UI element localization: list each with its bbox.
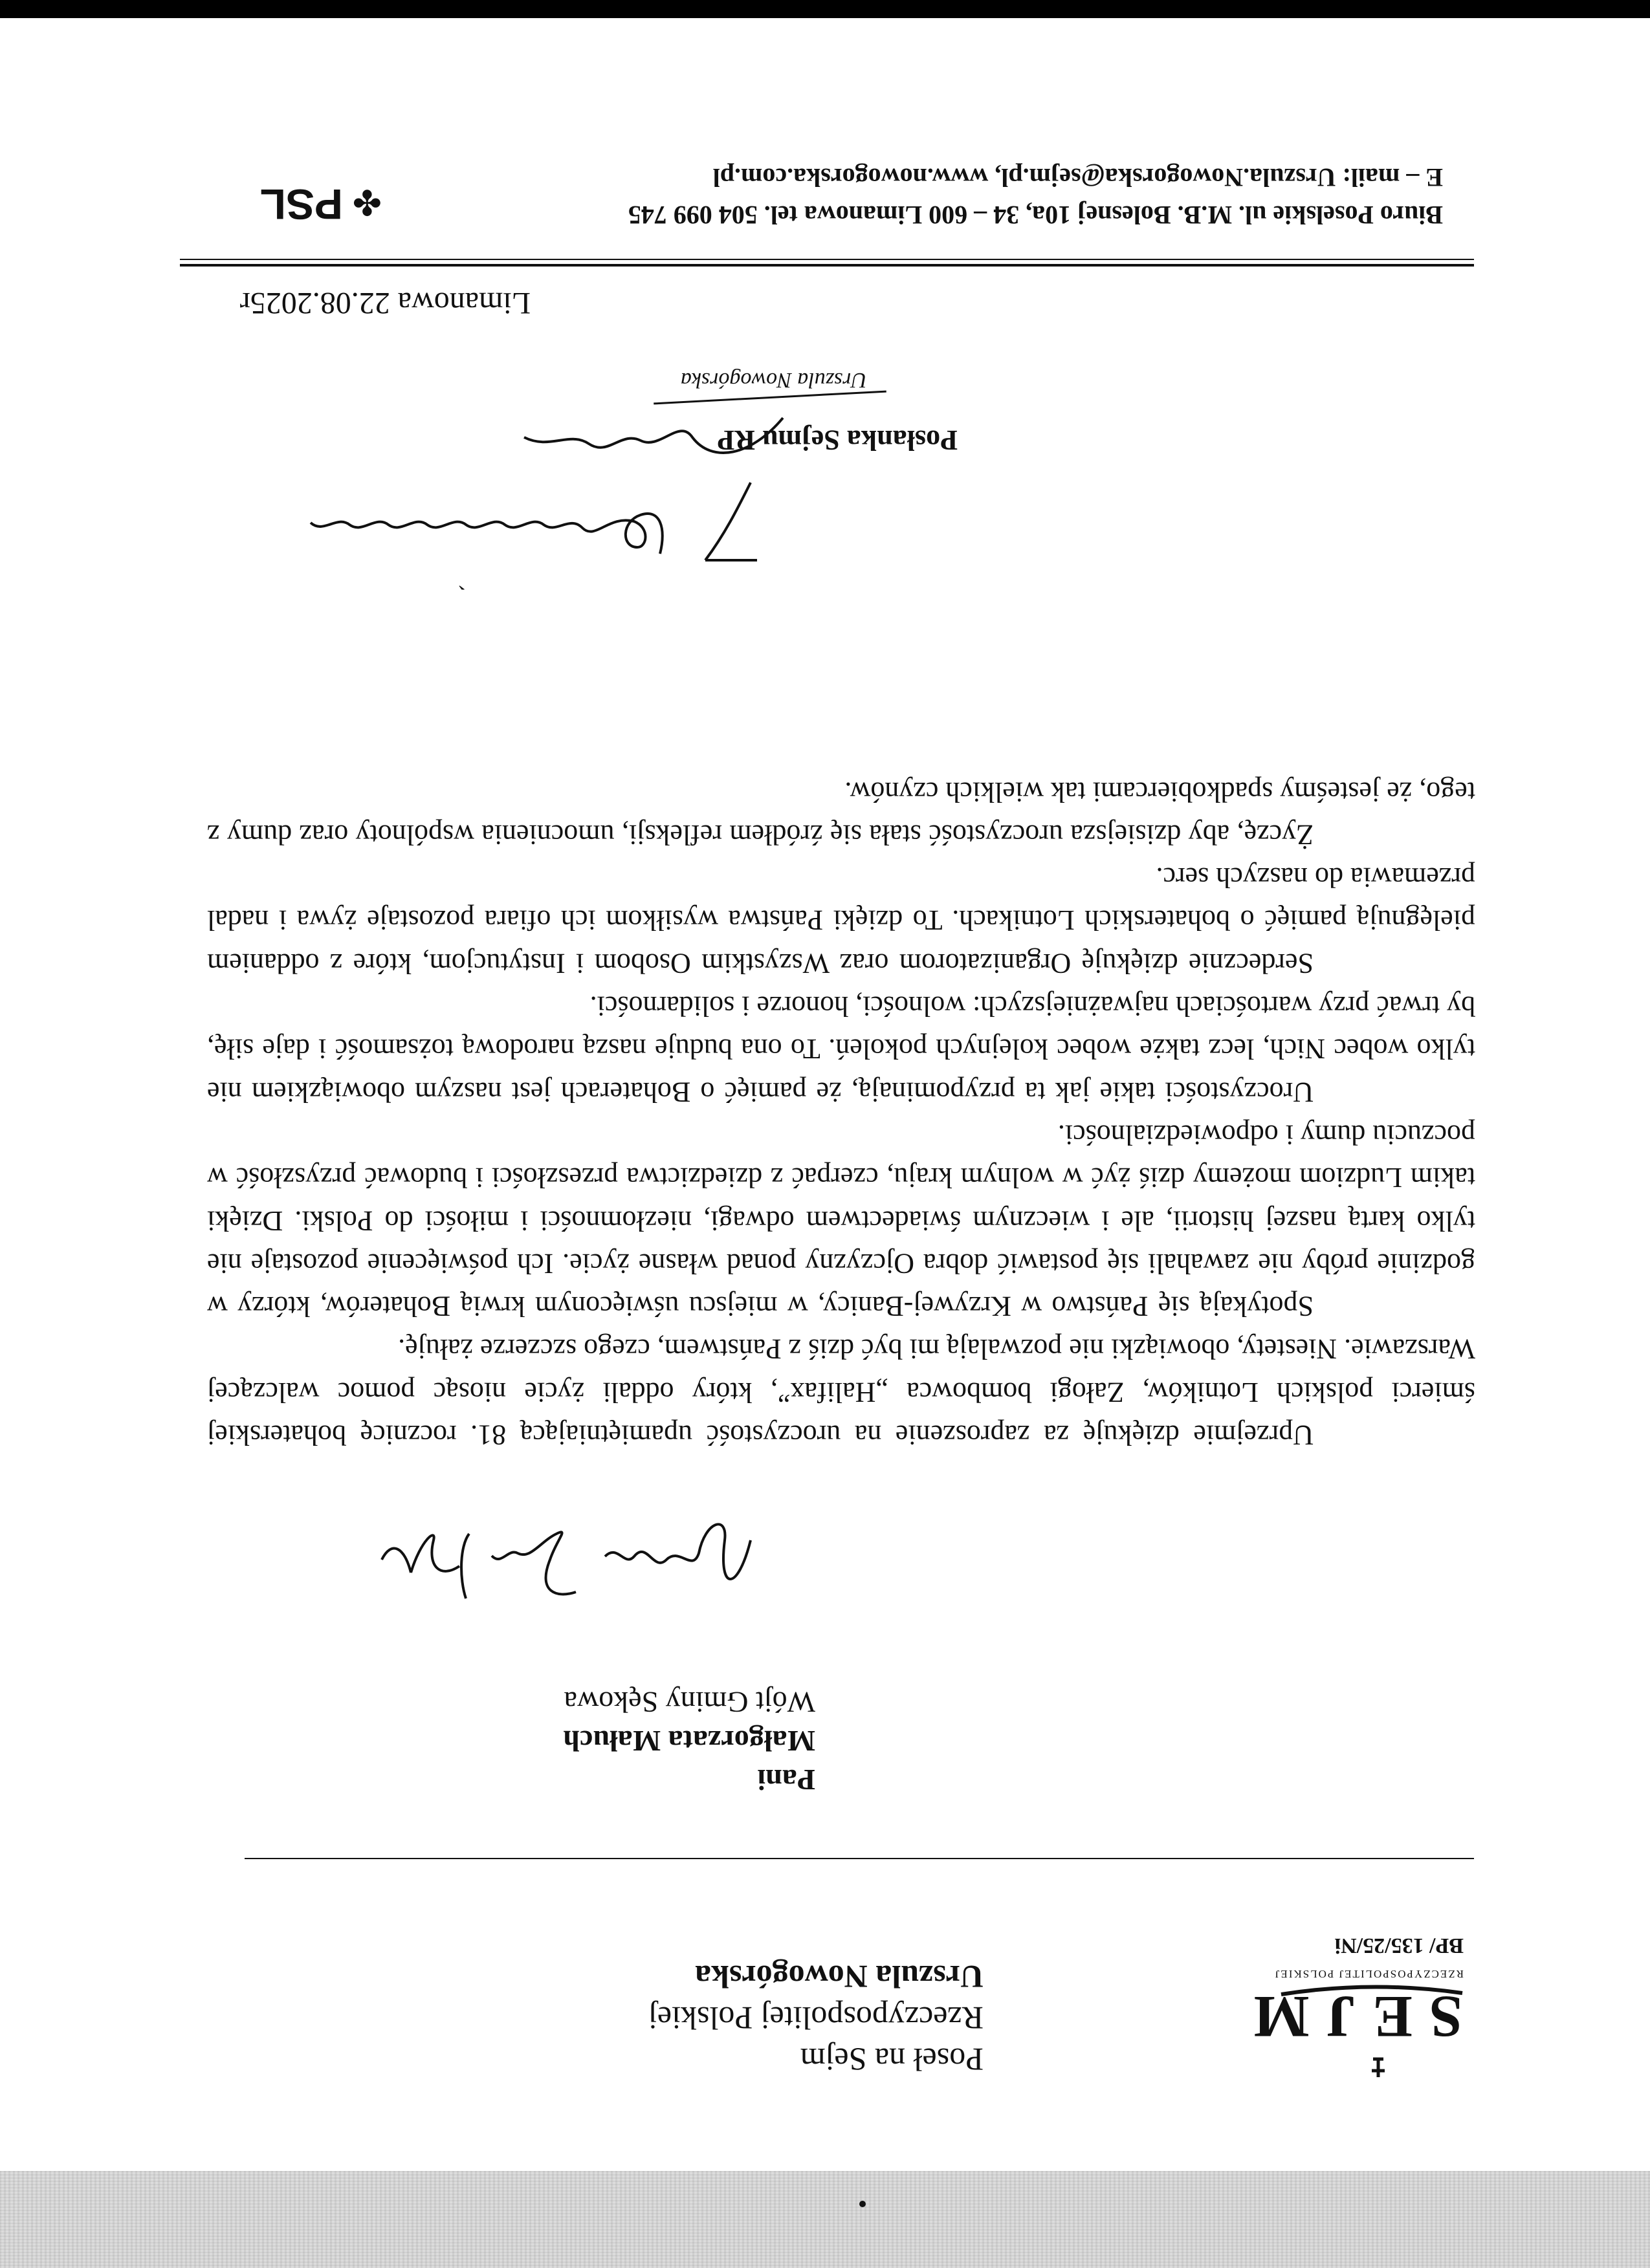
body-paragraph-1: Uprzejmie dziękuję za zaproszenie na uroczystość upamiętniającą 81. rocznicę bohaterskiej śmierci polskich Lotników, Załogi bombowca „Halifax”, który oddali życie niosąc pomoc walczącej Warszawie. Niestety, obowiązki nie pozwalają mi być dziś z Państwem, czego szczerze żałuję.: [207, 1333, 1475, 1451]
signatory-title: Posłanka Sejmu RP: [717, 424, 958, 456]
recipient-name: Małgorzata Małuch: [563, 1725, 815, 1758]
footer-office-line: Biuro Poselskie ul. M.B. Bolesnej 10a, 34 – 600 Limanowa tel. 504 099 745: [628, 201, 1443, 230]
scan-speck: [859, 2201, 866, 2207]
handwriting-salutation-mark: [375, 1488, 764, 1618]
footer-divider-thick: [180, 264, 1474, 267]
scan-border: [0, 0, 1650, 18]
footer-divider-thin: [180, 259, 1474, 260]
footer-block: [304, 158, 1443, 234]
footer-contact-line: E – mail: Urszula.Nowogorska@sejm.pl, www.nowogorska.com.pl: [712, 163, 1443, 192]
scan-texture-strip: [0, 2171, 1650, 2268]
body-paragraph-3: Uroczystości takie jak ta przypominają, że pamięć o Bohaterach jest naszym obowiązkiem nie tylko wobec Nich, lecz także wobec kolejnych pokoleń. To ona buduje naszą narodową tożsamość i daje siłę, by trwać przy wartościach najważniejszych: wolności, honorze i solidarności.: [207, 990, 1475, 1108]
handwritten-salutation: [375, 1488, 764, 1618]
clover-icon: ✤: [352, 182, 382, 223]
recipient-role: Wójt Gminy Sękowa: [564, 1686, 815, 1719]
sender-line-2: Rzeczypospolitej Polskiej: [648, 2000, 984, 2036]
header-divider: [245, 1858, 1474, 1859]
registry-number: BP/ 135/25/Ni: [1334, 1934, 1464, 1957]
handwriting-closing-mark: [194, 476, 776, 580]
signatory-printed-name: Urszula Nowogórska: [680, 368, 867, 392]
sejm-logo-subtitle: RZECZYPOSPOLITEJ POLSKIEJ: [1273, 1968, 1464, 1980]
recipient-salutation: Pani: [757, 1763, 815, 1796]
letter-date: Limanowa 22.08.2025r: [239, 286, 531, 320]
body-paragraph-2: Spotykają się Państwo w Krzywej-Banicy, w miejscu uświęconym krwią Bohaterów, którzy w godzinie próby nie zawahali się postawić dobra Ojczyzny ponad własne życie. Ich poświęcenie pozostaje nie tylko kartą naszej historii, ale i wiecznym świadectwem odwagi, niezłomności i miłości do Polski. Dzięki takim Ludziom możemy dziś żyć w wolnym kraju, czerpać z dziedzictwa przeszłości i budować przyszłość w poczuciu dumy i odpowiedzialności.: [207, 1118, 1475, 1323]
ink-mark: ˏ: [457, 585, 466, 615]
recipient-block: [233, 1683, 815, 1799]
party-logo-text: PSL: [259, 180, 343, 228]
body-paragraph-4: Serdecznie dziękuję Organizatorom oraz Wszystkim Osobom i Instytucjom, które z oddaniem pielęgnują pamięć o bohaterskich Lotnikach. To dzięki Państwa wysiłkom ich ofiara pozostaje żywa i nadal przemawia do naszych serc.: [207, 862, 1475, 979]
letter-body: [207, 770, 1475, 1456]
sender-name: Urszula Nowogórska: [695, 1959, 984, 1995]
body-paragraph-5: Życzę, aby dzisiejsza uroczystość stała się źródłem refleksji, umocnienia wspólnoty oraz dumy z tego, że jesteśmy spadkobiercami tak wielkich czynów.: [207, 776, 1475, 851]
handwritten-closing: [194, 476, 776, 580]
sejm-logo: [1236, 1909, 1475, 2077]
sejm-logo-word: SEJM: [1236, 1984, 1462, 2050]
sender-line-1: Poseł na Sejm: [800, 2042, 984, 2078]
sender-block: [207, 1956, 984, 2080]
